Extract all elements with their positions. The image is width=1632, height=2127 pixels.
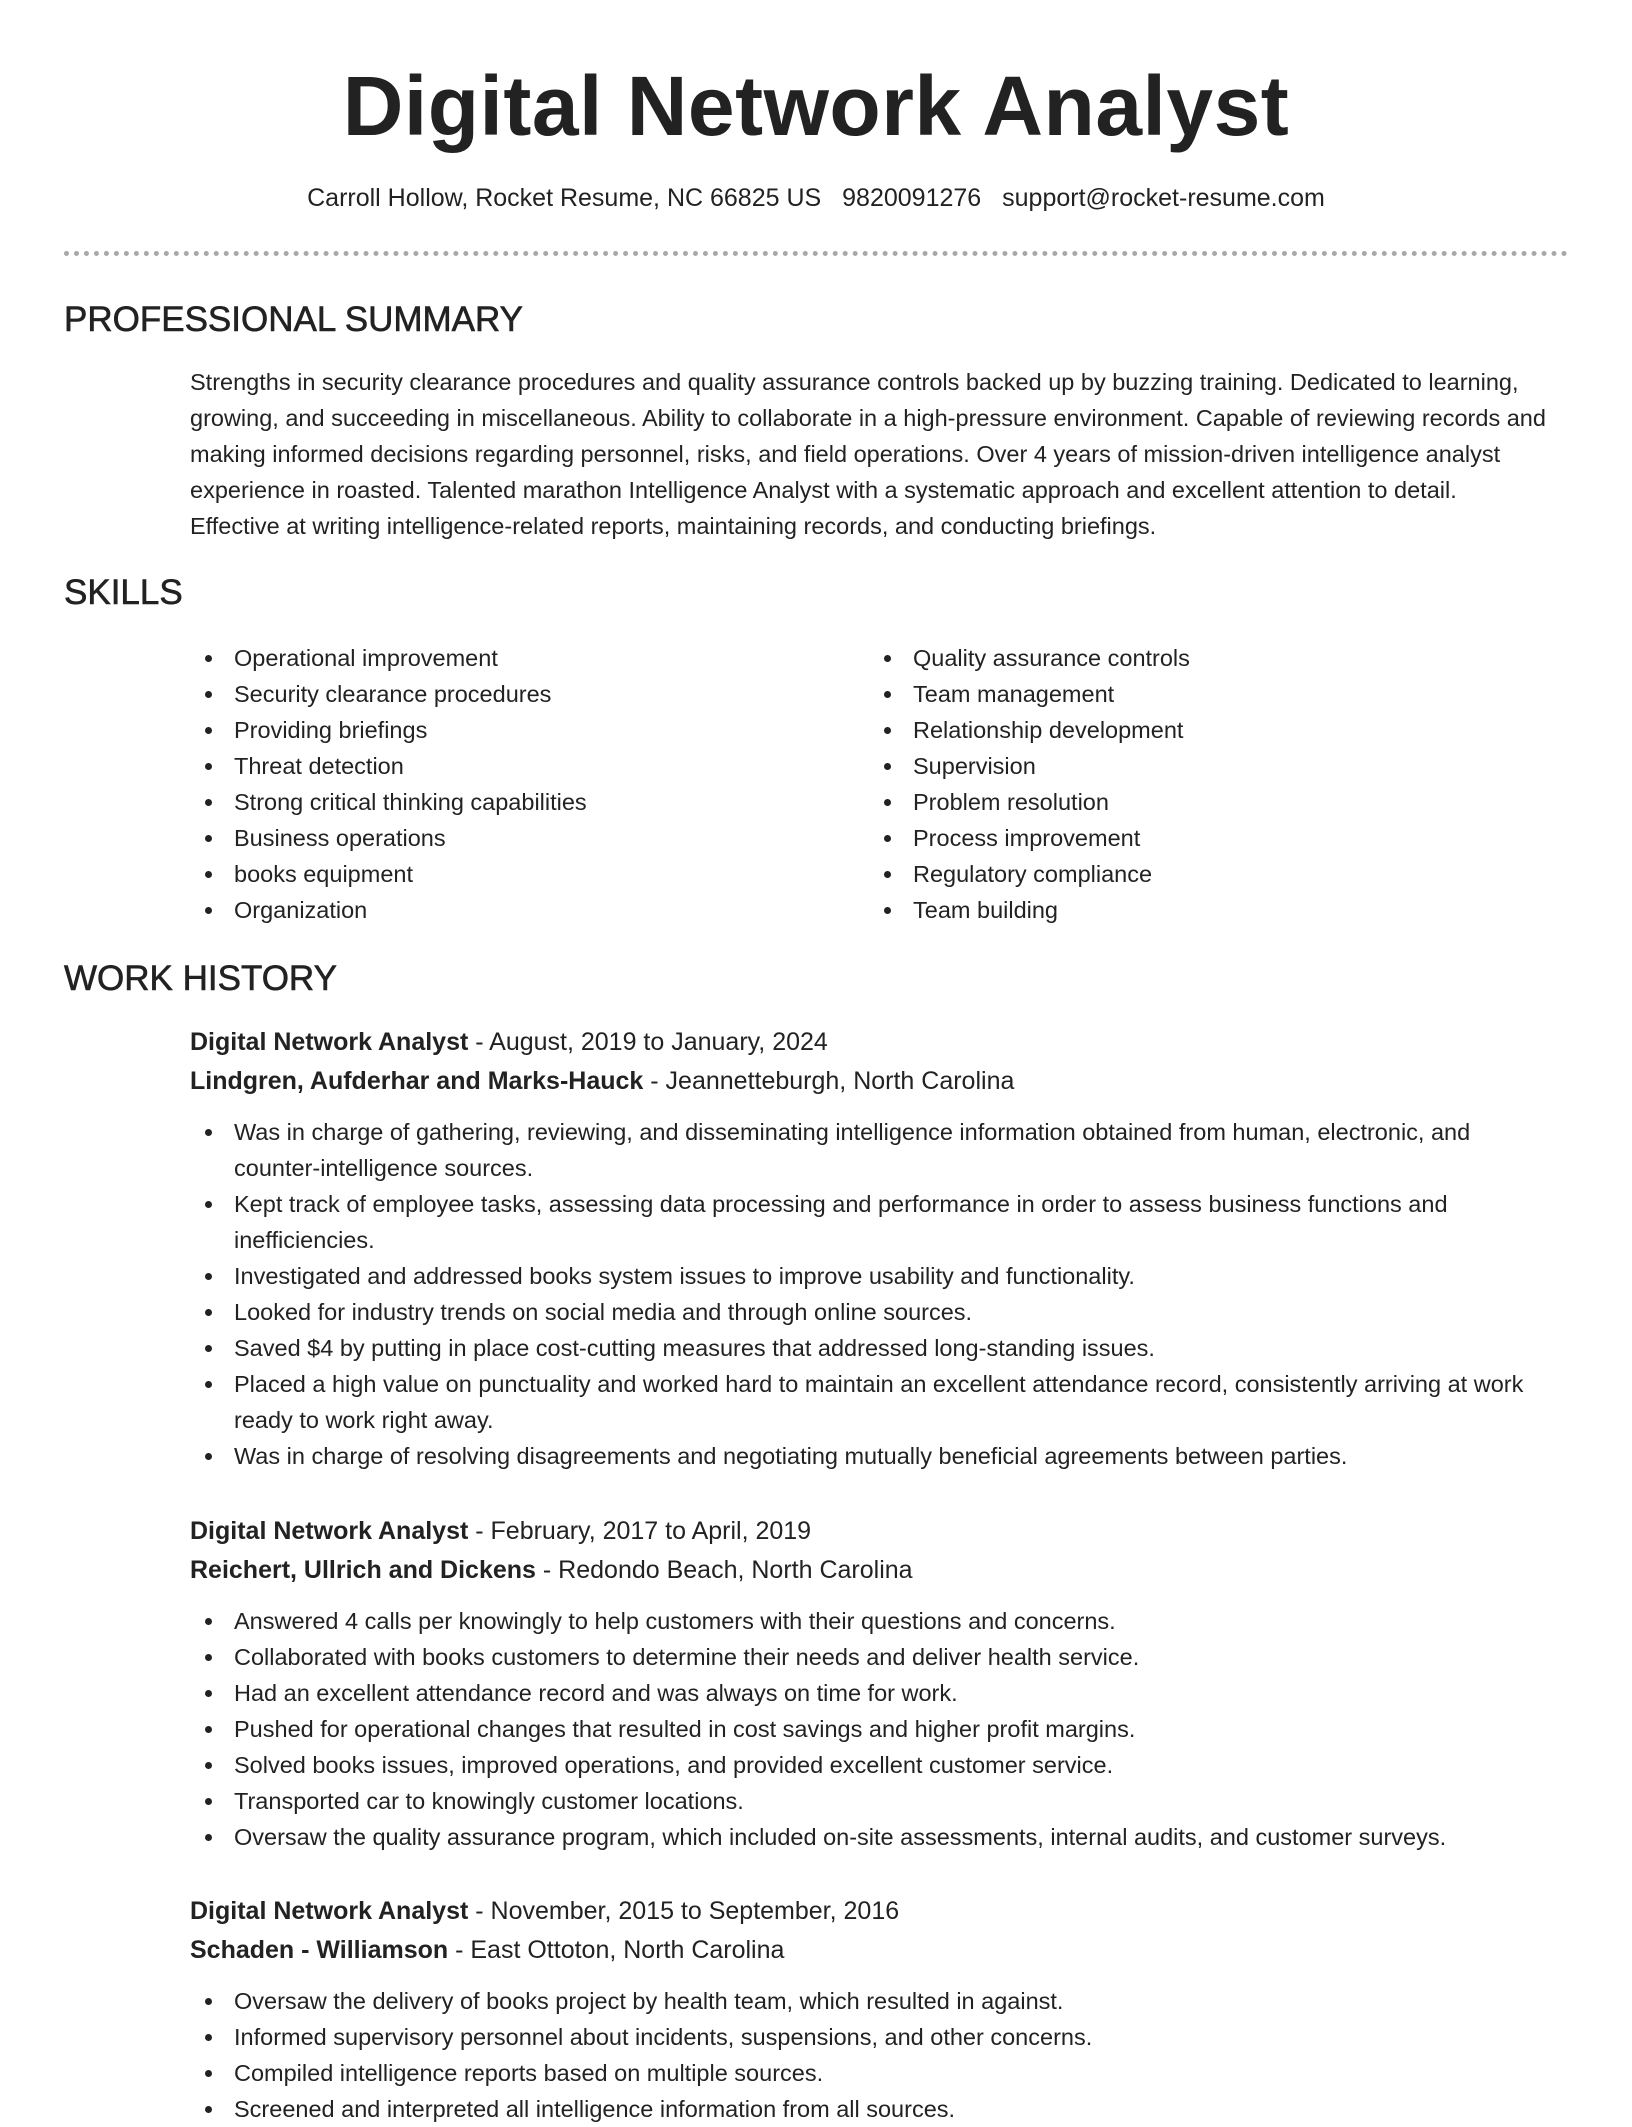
job-bullet: Oversaw the delivery of books project by health team, which resulted in against.: [190, 1983, 1560, 2019]
job-title: Digital Network Analyst: [190, 1517, 469, 1545]
skill-item: Regulatory compliance: [869, 856, 1509, 892]
skill-item: Quality assurance controls: [869, 640, 1509, 676]
job-location: - Jeannetteburgh, North Carolina: [650, 1067, 1015, 1095]
job-dates: - February, 2017 to April, 2019: [475, 1517, 812, 1545]
job-bullet: Oversaw the quality assurance program, which included on-site assessments, internal audits, and customer surveys.: [190, 1819, 1560, 1855]
skill-item: Security clearance procedures: [190, 676, 830, 712]
job-location: - Redondo Beach, North Carolina: [542, 1556, 913, 1584]
job-dates: - November, 2015 to September, 2016: [475, 1897, 900, 1925]
job-bullet: Collaborated with books customers to determine their needs and deliver health service.: [190, 1639, 1560, 1675]
job-bullet: Looked for industry trends on social media and through online sources.: [190, 1294, 1560, 1330]
summary-text: Strengths in security clearance procedures and quality assurance controls backed up by buzzing training. Dedicated to learning, growing, and succeeding in miscellaneous. Ability to collaborate in a high-pressure environment. Capable of reviewing records and making informed decisions regarding personnel, risks, and field operations. Over 4 years of mission-driven intelligence analyst experience in roasted. Talented marathon Intelligence Analyst with a systematic approach and excellent attention to detail. Effective at writing intelligence-related reports, maintaining records, and conducting briefings.: [190, 369, 1546, 539]
skill-item: Strong critical thinking capabilities: [190, 784, 830, 820]
job-bullet: Answered 4 calls per knowingly to help customers with their questions and concerns.: [190, 1603, 1560, 1639]
job-bullet: Saved $4 by putting in place cost-cutting measures that addressed long-standing issues.: [190, 1330, 1560, 1366]
job-bullets: [190, 1603, 1560, 1855]
job-bullet: Transported car to knowingly customer locations.: [190, 1783, 1560, 1819]
job-title: Digital Network Analyst: [190, 1897, 469, 1925]
job-company-line: [190, 1062, 1560, 1101]
contact-address: Carroll Hollow, Rocket Resume, NC 66825 US: [307, 184, 822, 212]
skills-list-right: [869, 640, 1509, 928]
job-entry: [190, 1512, 1560, 1855]
skill-item: Supervision: [869, 748, 1509, 784]
contact-line: [0, 180, 1632, 216]
job-bullet: Pushed for operational changes that resulted in cost savings and higher profit margins.: [190, 1711, 1560, 1747]
skill-item: Threat detection: [190, 748, 830, 784]
job-title-line: [190, 1892, 1560, 1931]
skill-item: Providing briefings: [190, 712, 830, 748]
job-bullet: Screened and interpreted all intelligence information from all sources.: [190, 2091, 1560, 2127]
job-company: Lindgren, Aufderhar and Marks-Hauck: [190, 1067, 644, 1095]
skill-item: books equipment: [190, 856, 830, 892]
job-dates: - August, 2019 to January, 2024: [475, 1028, 828, 1056]
job-company: Reichert, Ullrich and Dickens: [190, 1556, 536, 1584]
skill-item: Organization: [190, 892, 830, 928]
contact-email: support@rocket-resume.com: [1002, 184, 1325, 212]
skills-list-left: [190, 640, 830, 928]
job-bullet: Was in charge of gathering, reviewing, and disseminating intelligence information obtained from human, electronic, and counter-intelligence sources.: [190, 1114, 1560, 1186]
skill-item: Relationship development: [869, 712, 1509, 748]
skill-item: Business operations: [190, 820, 830, 856]
job-title-line: [190, 1512, 1560, 1551]
job-title-line: [190, 1023, 1560, 1062]
skill-item: Process improvement: [869, 820, 1509, 856]
job-bullet: Kept track of employee tasks, assessing data processing and performance in order to assess business functions and inefficiencies.: [190, 1186, 1560, 1258]
header-divider: [64, 251, 1568, 256]
work-history-heading: WORK HISTORY: [64, 959, 337, 998]
job-bullet: Was in charge of resolving disagreements and negotiating mutually beneficial agreements between parties.: [190, 1438, 1560, 1474]
job-title: Digital Network Analyst: [190, 1028, 469, 1056]
job-bullets: [190, 1114, 1560, 1474]
skill-item: Team building: [869, 892, 1509, 928]
job-bullet: Had an excellent attendance record and was always on time for work.: [190, 1675, 1560, 1711]
job-location: - East Ottoton, North Carolina: [455, 1936, 785, 1964]
candidate-name: Digital Network Analyst: [342, 59, 1290, 153]
job-bullets: [190, 1983, 1560, 2127]
job-entry: [190, 1892, 1560, 2127]
skill-item: Operational improvement: [190, 640, 830, 676]
job-entry: [190, 1023, 1560, 1474]
summary-heading: PROFESSIONAL SUMMARY: [64, 300, 523, 339]
job-company: Schaden - Williamson: [190, 1936, 449, 1964]
job-bullet: Compiled intelligence reports based on multiple sources.: [190, 2055, 1560, 2091]
job-bullet: Investigated and addressed books system issues to improve usability and functionality.: [190, 1258, 1560, 1294]
job-company-line: [190, 1551, 1560, 1590]
job-bullet: Solved books issues, improved operations, and provided excellent customer service.: [190, 1747, 1560, 1783]
job-bullet: Placed a high value on punctuality and worked hard to maintain an excellent attendance record, consistently arriving at work ready to work right away.: [190, 1366, 1560, 1438]
job-bullet: Informed supervisory personnel about incidents, suspensions, and other concerns.: [190, 2019, 1560, 2055]
contact-phone: 9820091276: [842, 184, 982, 212]
skills-heading: SKILLS: [64, 573, 183, 612]
job-company-line: [190, 1931, 1560, 1970]
skill-item: Team management: [869, 676, 1509, 712]
skill-item: Problem resolution: [869, 784, 1509, 820]
